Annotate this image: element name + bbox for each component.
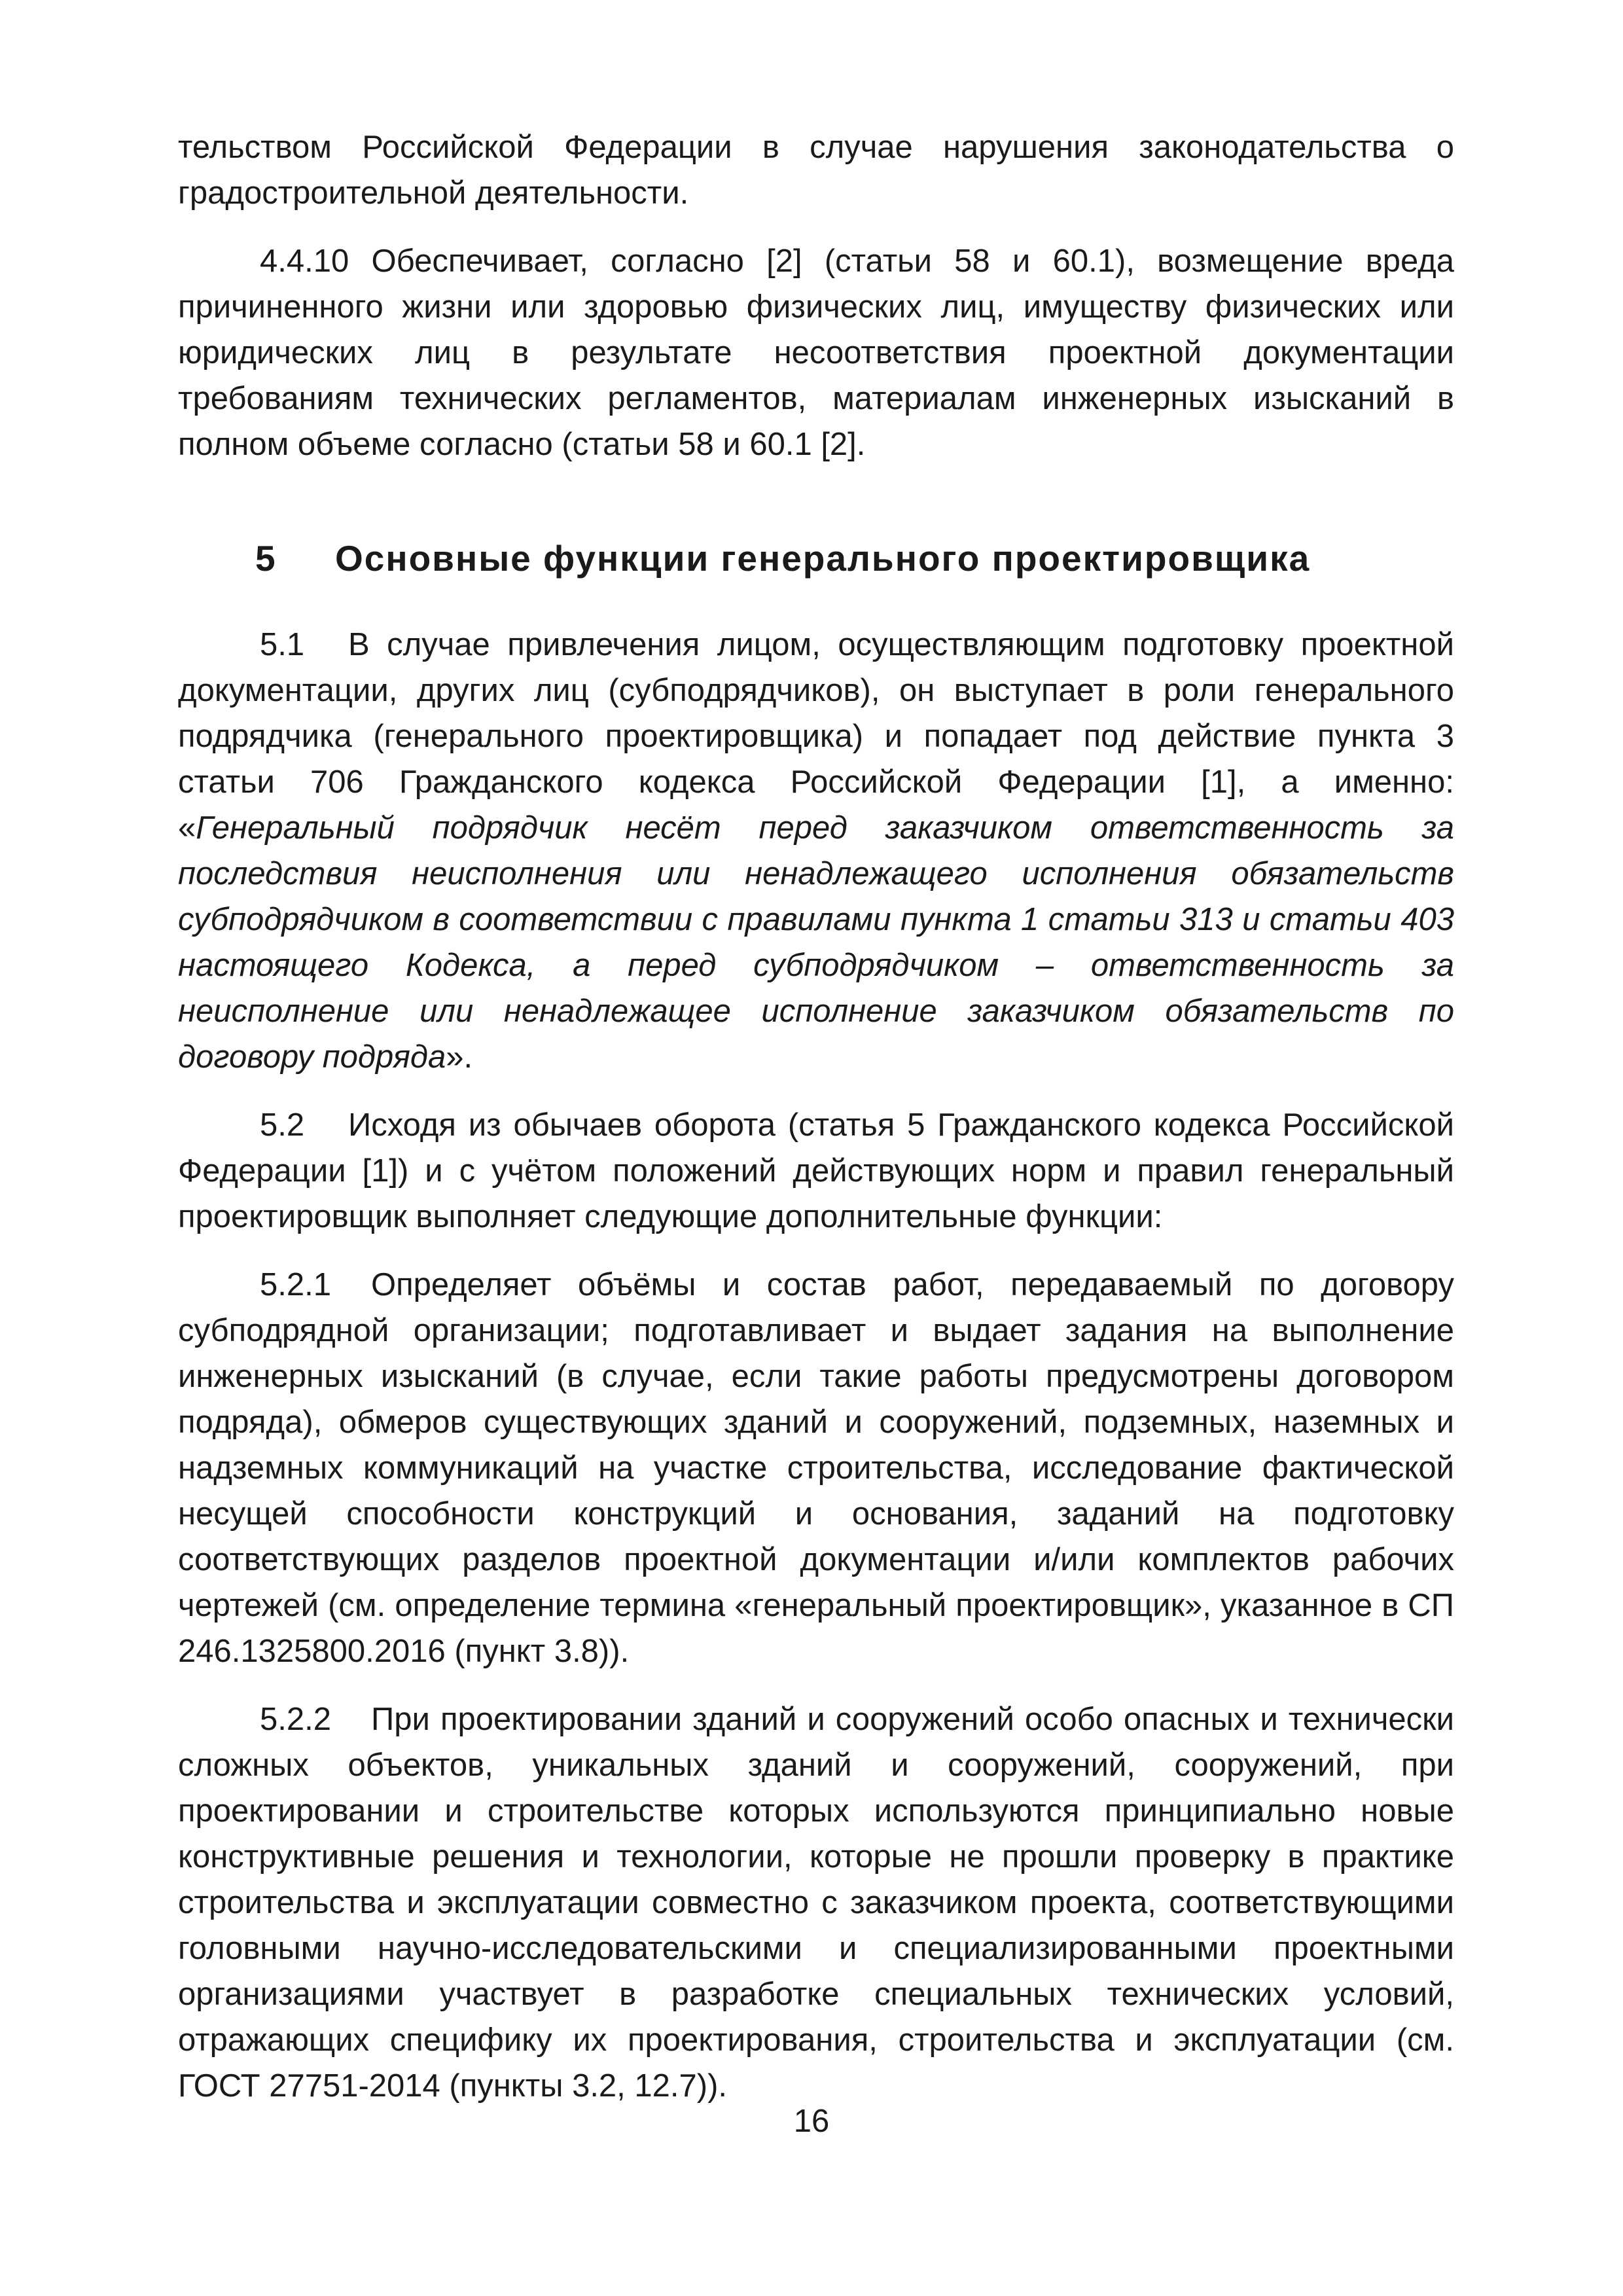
paragraph-5-2-2	[178, 1696, 1454, 2109]
paragraph-number: 5.2.2	[260, 1702, 331, 1737]
paragraph-text: В случае привлечения лицом, осуществляющим подготовку проектной документации, других лиц (субподрядчиков), он выступает в роли генерального подрядчика (генерального проектировщика) и попадает под действие пункта 3 статьи 706 Гражданского кодекса Российской Федерации [1], а именно: «	[178, 627, 1454, 846]
paragraph-4-4-10: 4.4.10 Обеспечивает, согласно [2] (статьи 58 и 60.1), возмещение вреда причиненного жизни или здоровью физических лиц, имуществу физических или юридических лиц в результате несоответствия проектной документации требованиям технических регламентов, материалам инженерных изысканий в полном объеме согласно (статьи 58 и 60.1 [2].	[178, 243, 1454, 462]
section-heading	[178, 535, 1454, 581]
paragraph-text: Исходя из обычаев оборота (статья 5 Гражданского кодекса Российской Федерации [1]) и с учётом положений действующих норм и правил генеральный проектировщик выполняет следующие дополнительные функции:	[178, 1107, 1454, 1234]
page-number: 16	[793, 2104, 830, 2139]
document-page	[178, 124, 1454, 2109]
code-quote: Генеральный подрядчик несёт перед заказчиком ответственность за последствия неисполнения или ненадлежащего исполнения обязательств субподрядчиком в соответствии с правилами пункта 1 статьи 313 и статьи 403 настоящего Кодекса, а перед субподрядчиком – ответственность за неисполнение или ненадлежащее исполнение заказчиком обязательств по договору подряда	[178, 810, 1454, 1075]
paragraph-number: 5.2.1	[260, 1267, 331, 1302]
paragraph-number: 5.1	[260, 627, 305, 662]
section-number: 5	[255, 538, 277, 579]
section-title: Основные функции генерального проектировщика	[335, 538, 1311, 579]
paragraph-text: Определяет объёмы и состав работ, передаваемый по договору субподрядной организации; подготавливает и выдает задания на выполнение инженерных изысканий (в случае, если такие работы предусмотрены договором подряда), обмеров существующих зданий и сооружений, подземных, наземных и надземных коммуникаций на участке строительства, исследование фактической несущей способности конструкций и основания, заданий на подготовку соответствующих разделов проектной документации и/или комплектов рабочих чертежей (см. определение термина «генеральный проектировщик», указанное в СП 246.1325800.2016 (пункт 3.8)).	[178, 1267, 1454, 1669]
paragraph-5-2	[178, 1102, 1454, 1240]
paragraph-text: При проектировании зданий и сооружений особо опасных и технически сложных объектов, уникальных зданий и сооружений, сооружений, при проектировании и строительстве которых используются принципиально новые конструктивные решения и технологии, которые не прошли проверку в практике строительства и эксплуатации совместно с заказчиком проекта, соответствующими головными научно-исследовательскими и специализированными проектными организациями участвует в разработке специальных технических условий, отражающих специфику их проектирования, строительства и эксплуатации (см. ГОСТ 27751-2014 (пункты 3.2, 12.7)).	[178, 1702, 1454, 2104]
paragraph-number: 5.2	[260, 1107, 305, 1143]
continuation-paragraph: тельством Российской Федерации в случае нарушения законодательства о градостроительной деятельности.	[178, 130, 1454, 211]
paragraph-5-2-1	[178, 1262, 1454, 1674]
quote-end: ».	[446, 1039, 473, 1075]
paragraph-5-1	[178, 622, 1454, 1080]
